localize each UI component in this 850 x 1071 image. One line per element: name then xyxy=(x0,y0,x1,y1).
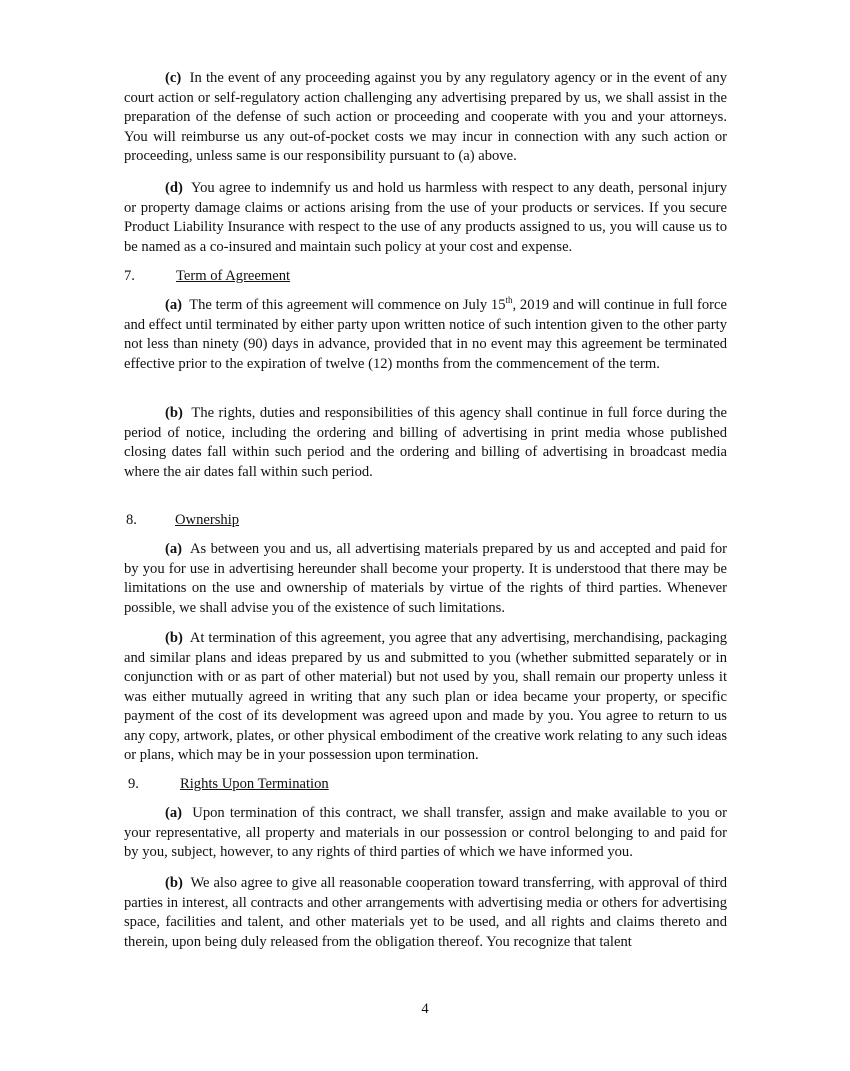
paragraph-9b: (b) We also agree to give all reasonable cooperation toward transferring, with approval of third parties in interest, all contracts and other arrangements with advertising media or others for advertising space, facilities and talent, and other materials yet to be used, and all rights and claims thereto and therein, upon being duly released from the obligation thereof. You recognize that talent xyxy=(124,875,727,950)
paragraph-7b: (b) The rights, duties and responsibilities of this agency shall continue in full force during the period of notice, including the ordering and billing of advertising in print media whose published closing dates fall within such period and the ordering and billing of advertising in broadcast media where the air dates fall within such period. xyxy=(124,405,727,480)
paragraph-6d: (d) You agree to indemnify us and hold us harmless with respect to any death, personal injury or property damage claims or actions arising from the use of your products or services. If you secure Product Liability Insurance with respect to the use of any products assigned to us, you will cause us to be named as a co-insured and maintain such policy at your cost and expense. xyxy=(124,180,727,255)
page-number: 4 xyxy=(421,1001,429,1017)
paragraph-8a: (a) As between you and us, all advertising materials prepared by us and accepted and paid for by you for use in advertising hereunder shall become your property. It is understood that there may be limitations on the use and ownership of materials by virtue of the rights of third parties. Whenever possible, we shall advise you of the existence of such limitations. xyxy=(124,541,727,616)
paragraph-7a: (a) The term of this agreement will commence on July 15th, 2019 and will continue in full force and effect until terminated by either party upon written notice of such intention given to the other party not less than ninety (90) days in advance, provided that in no event may this agreement be terminated effective prior to the expiration of twelve (12) months from the commencement of the term. xyxy=(124,295,727,372)
paragraph-8b: (b) At termination of this agreement, you agree that any advertising, merchandising, packaging and similar plans and ideas prepared by us and submitted to you (whether submitted separately or in conjunction with or as part of other material) but not used by you, shall remain our property unless it was either mutually agreed in writing that any such plan or idea became your property, or specific payment of the cost of its development was agreed upon and made by you. You agree to return to us any copy, artwork, plates, or other physical embodiment of the creative work relating to any such ideas or plans, which may be in your possession upon termination. xyxy=(124,630,727,763)
section-heading-9: 9. Rights Upon Termination xyxy=(128,776,329,792)
paragraph-9a: (a) Upon termination of this contract, we shall transfer, assign and make available to you or your representative, all property and materials in our possession or control belonging to and paid for by you, subject, however, to any rights of third parties of which we have informed you. xyxy=(124,805,728,860)
section-heading-8: 8. Ownership xyxy=(126,512,240,528)
paragraph-6c: (c) In the event of any proceeding against you by any regulatory agency or in the event of any court action or self-regulatory action challenging any advertising prepared by us, we shall assist in the preparation of the defense of such action or proceeding and cooperate with you and your attorneys. You will reimburse us any out-of-pocket costs we may incur in connection with any such action or proceeding, unless same is our responsibility pursuant to (a) above. xyxy=(124,70,728,164)
section-heading-7: 7. Term of Agreement xyxy=(124,268,291,284)
